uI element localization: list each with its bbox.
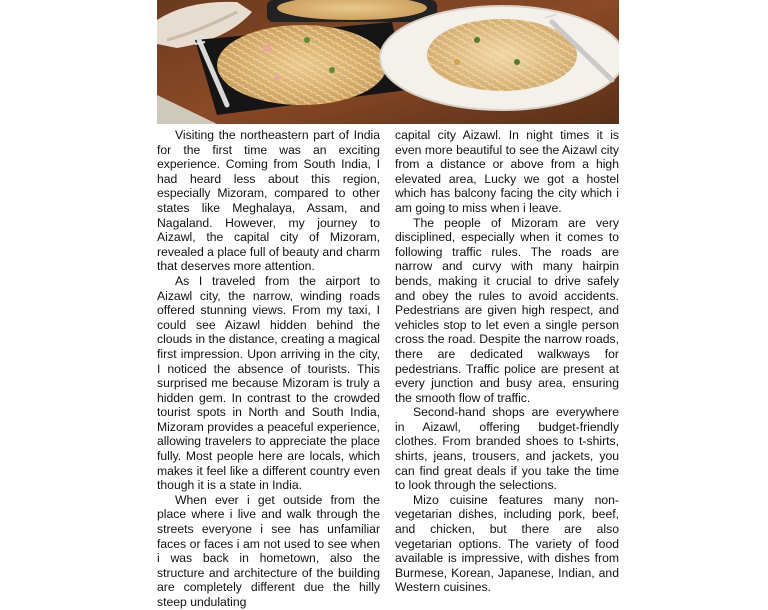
article-paragraph: capital city Aizawl. In night times it is even more beautiful to see the Aizawl city from a distance or above from a high elevated area, Lucky we got a hostel which has balcony facing the city which i am going to miss when i leave. — [395, 128, 619, 215]
noodle-dishes-image — [157, 0, 619, 124]
article-paragraph: Mizo cuisine features many non-vegetarian dishes, including pork, beef, and chicken, but there are also vegetarian options. The variety of food available is impressive, with dishes from Burmese, Korean, Japanese, Indian, and Western cuisines. — [395, 492, 619, 595]
article-paragraph: Second-hand shops are everywhere in Aizawl, offering budget-friendly clothes. From branded shoes to t-shirts, shirts, jeans, trousers, and jackets, you can find great deals if you take the time to look through the selections. — [395, 405, 619, 493]
article-column-right — [395, 128, 619, 595]
article-paragraph: The people of Mizoram are very disciplined, especially when it comes to following traffic rules. The roads are narrow and curvy with many hairpin bends, making it crucial to drive safely and obey the rules to avoid accidents. Pedestrians are given high respect, and vehicles stop to let even a single person cross the road. Despite the narrow roads, there are dedicated walkways for pedestrians. Traffic police are present at every junction and busy area, ensuring the smooth flow of traffic. — [395, 215, 619, 405]
article-column-left — [157, 128, 380, 610]
article-paragraph: When ever i get outside from the place where i live and walk through the streets everyone i see has unfamiliar faces or faces i am not used to see when i was back in hometown, also the structure and architecture of the building are completely different due the hilly steep undulating — [157, 492, 380, 609]
article-paragraph: As I traveled from the airport to Aizawl city, the narrow, winding roads offered stunning views. From my taxi, I could see Aizawl hidden behind the clouds in the distance, creating a magical first impression. Upon arriving in the city, I noticed the absence of tourists. This surprised me because Mizoram is truly a hidden gem. In contrast to the crowded tourist spots in North and South India, Mizoram provides a peaceful experience, allowing travelers to appreciate the place fully. Most people here are locals, which makes it feel like a different country even though it is a state in India. — [157, 273, 380, 493]
food-photo — [157, 0, 619, 124]
article-paragraph: Visiting the northeastern part of India for the first time was an exciting experience. Coming from South India, I had heard less about this region, especially Mizoram, compared to other states like Meghalaya, Assam, and Nagaland. However, my journey to Aizawl, the capital city of Mizoram, revealed a place full of beauty and charm that deserves more attention. — [157, 128, 380, 274]
